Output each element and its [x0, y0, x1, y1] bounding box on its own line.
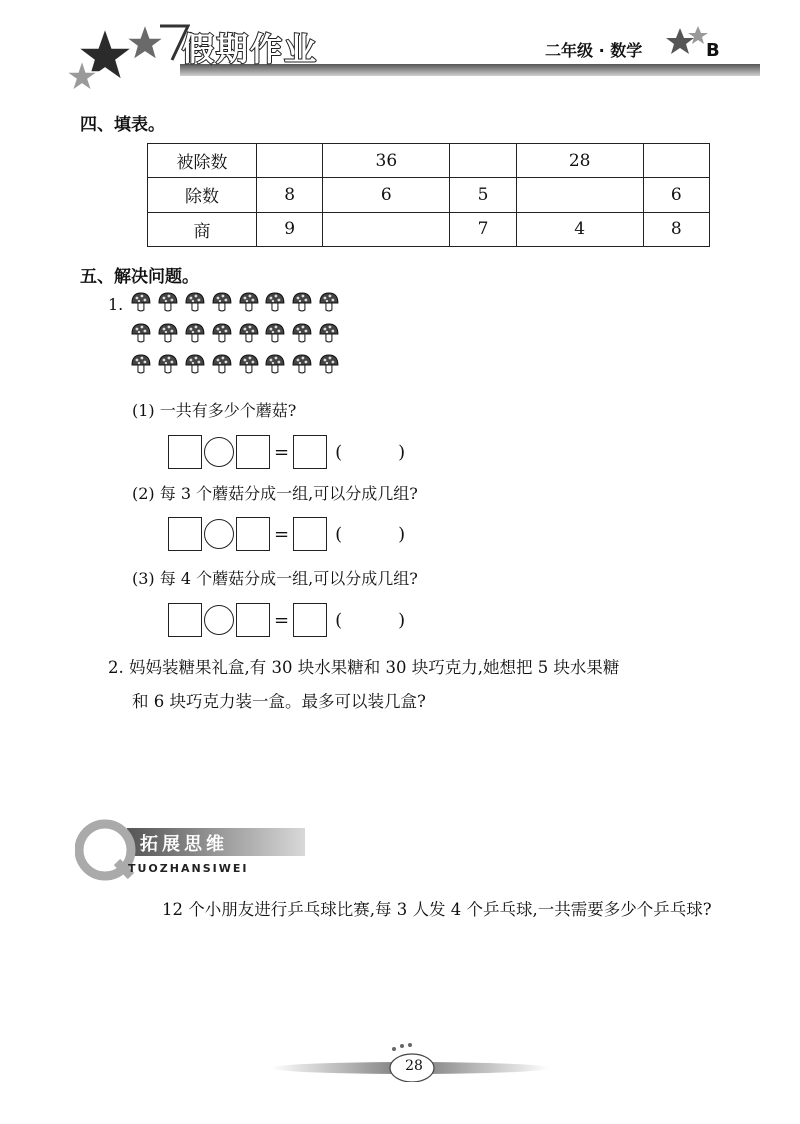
problem-2-line-1: 2. 妈妈装糖果礼盒,有 30 块水果糖和 30 块巧克力,她想把 5 块水果糖: [108, 658, 620, 677]
table-row: [148, 212, 710, 246]
unit-blank[interactable]: [335, 442, 405, 463]
equation-row-3: [168, 602, 405, 638]
mushroom-grid: [130, 291, 340, 384]
table-cell[interactable]: [516, 178, 643, 212]
answer-box[interactable]: [168, 517, 202, 551]
answer-box[interactable]: [236, 435, 270, 469]
table-row: [148, 178, 710, 212]
answer-box[interactable]: [236, 603, 270, 637]
mushroom-icon: [238, 291, 260, 313]
paren-close: ): [398, 523, 406, 545]
grade-subject-label: 二年级 · 数学: [545, 41, 643, 60]
table-cell[interactable]: 6: [323, 178, 450, 212]
mushroom-icon: [238, 353, 260, 375]
table-cell[interactable]: 4: [516, 212, 643, 246]
extension-title: 拓展思维: [140, 834, 228, 855]
edition-badge: B: [706, 40, 720, 61]
paren-close: ): [398, 441, 406, 463]
question-3-text: (3) 每 4 个蘑菇分成一组,可以分成几组?: [132, 569, 418, 588]
equals-sign: =: [274, 609, 290, 631]
table-cell[interactable]: 8: [257, 178, 323, 212]
mushroom-icon: [184, 322, 206, 344]
table-cell[interactable]: 6: [643, 178, 709, 212]
table-row: [148, 144, 710, 178]
question-1-text: (1) 一共有多少个蘑菇?: [132, 401, 297, 420]
table-cell[interactable]: 5: [450, 178, 516, 212]
answer-box[interactable]: [293, 435, 327, 469]
table-cell[interactable]: [450, 144, 516, 178]
table-cell[interactable]: 28: [516, 144, 643, 178]
mushroom-row: [130, 291, 340, 313]
table-cell[interactable]: 7: [450, 212, 516, 246]
table-cell[interactable]: 36: [323, 144, 450, 178]
mushroom-icon: [211, 322, 233, 344]
answer-box[interactable]: [293, 603, 327, 637]
mushroom-icon: [291, 322, 313, 344]
mushroom-icon: [157, 353, 179, 375]
unit-blank[interactable]: [335, 524, 405, 545]
paren-open: (: [335, 441, 343, 463]
mushroom-icon: [211, 291, 233, 313]
mushroom-icon: [130, 322, 152, 344]
page-number: 28: [405, 1058, 423, 1074]
answer-box[interactable]: [168, 435, 202, 469]
equation-row-2: [168, 516, 405, 552]
problem-2-line-2: 和 6 块巧克力装一盒。最多可以装几盒?: [132, 692, 426, 711]
operator-circle[interactable]: [204, 519, 234, 549]
mushroom-icon: [130, 353, 152, 375]
answer-box[interactable]: [236, 517, 270, 551]
equals-sign: =: [274, 523, 290, 545]
row-header: 商: [148, 212, 257, 246]
problem-2-text: [108, 651, 758, 719]
header-stars-icon: [60, 20, 190, 100]
table-cell[interactable]: 8: [643, 212, 709, 246]
mushroom-icon: [157, 322, 179, 344]
mushroom-icon: [291, 291, 313, 313]
mushroom-row: [130, 353, 340, 375]
mushroom-icon: [264, 322, 286, 344]
operator-circle[interactable]: [204, 605, 234, 635]
mushroom-icon: [211, 353, 233, 375]
mushroom-icon: [157, 291, 179, 313]
operator-circle[interactable]: [204, 437, 234, 467]
fill-table: [147, 143, 710, 247]
extension-subtitle: TUOZHANSIWEI: [128, 862, 249, 875]
paren-open: (: [335, 523, 343, 545]
section-4-title: 四、填表。: [80, 115, 165, 135]
unit-blank[interactable]: [335, 610, 405, 631]
mushroom-icon: [264, 291, 286, 313]
mushroom-icon: [318, 322, 340, 344]
table-cell[interactable]: [323, 212, 450, 246]
section-5-title: 五、解决问题。: [80, 267, 199, 287]
paren-close: ): [398, 609, 406, 631]
table-cell[interactable]: 9: [257, 212, 323, 246]
mushroom-icon: [264, 353, 286, 375]
mushroom-icon: [130, 291, 152, 313]
problem-1-number: 1.: [108, 295, 124, 314]
mushroom-icon: [184, 353, 206, 375]
page-title: 假期作业: [182, 30, 319, 68]
question-2-text: (2) 每 3 个蘑菇分成一组,可以分成几组?: [132, 484, 418, 503]
extension-problem-text: 12 个小朋友进行乒乓球比赛,每 3 人发 4 个乒乓球,一共需要多少个乒乓球?: [162, 900, 712, 919]
paren-open: (: [335, 609, 343, 631]
row-header: 被除数: [148, 144, 257, 178]
equals-sign: =: [274, 441, 290, 463]
answer-box[interactable]: [293, 517, 327, 551]
row-header: 除数: [148, 178, 257, 212]
answer-box[interactable]: [168, 603, 202, 637]
mushroom-icon: [318, 291, 340, 313]
mushroom-icon: [238, 322, 260, 344]
table-cell[interactable]: [643, 144, 709, 178]
mushroom-icon: [291, 353, 313, 375]
mushroom-row: [130, 322, 340, 344]
mushroom-icon: [318, 353, 340, 375]
mushroom-icon: [184, 291, 206, 313]
equation-row-1: [168, 434, 405, 470]
table-cell[interactable]: [257, 144, 323, 178]
